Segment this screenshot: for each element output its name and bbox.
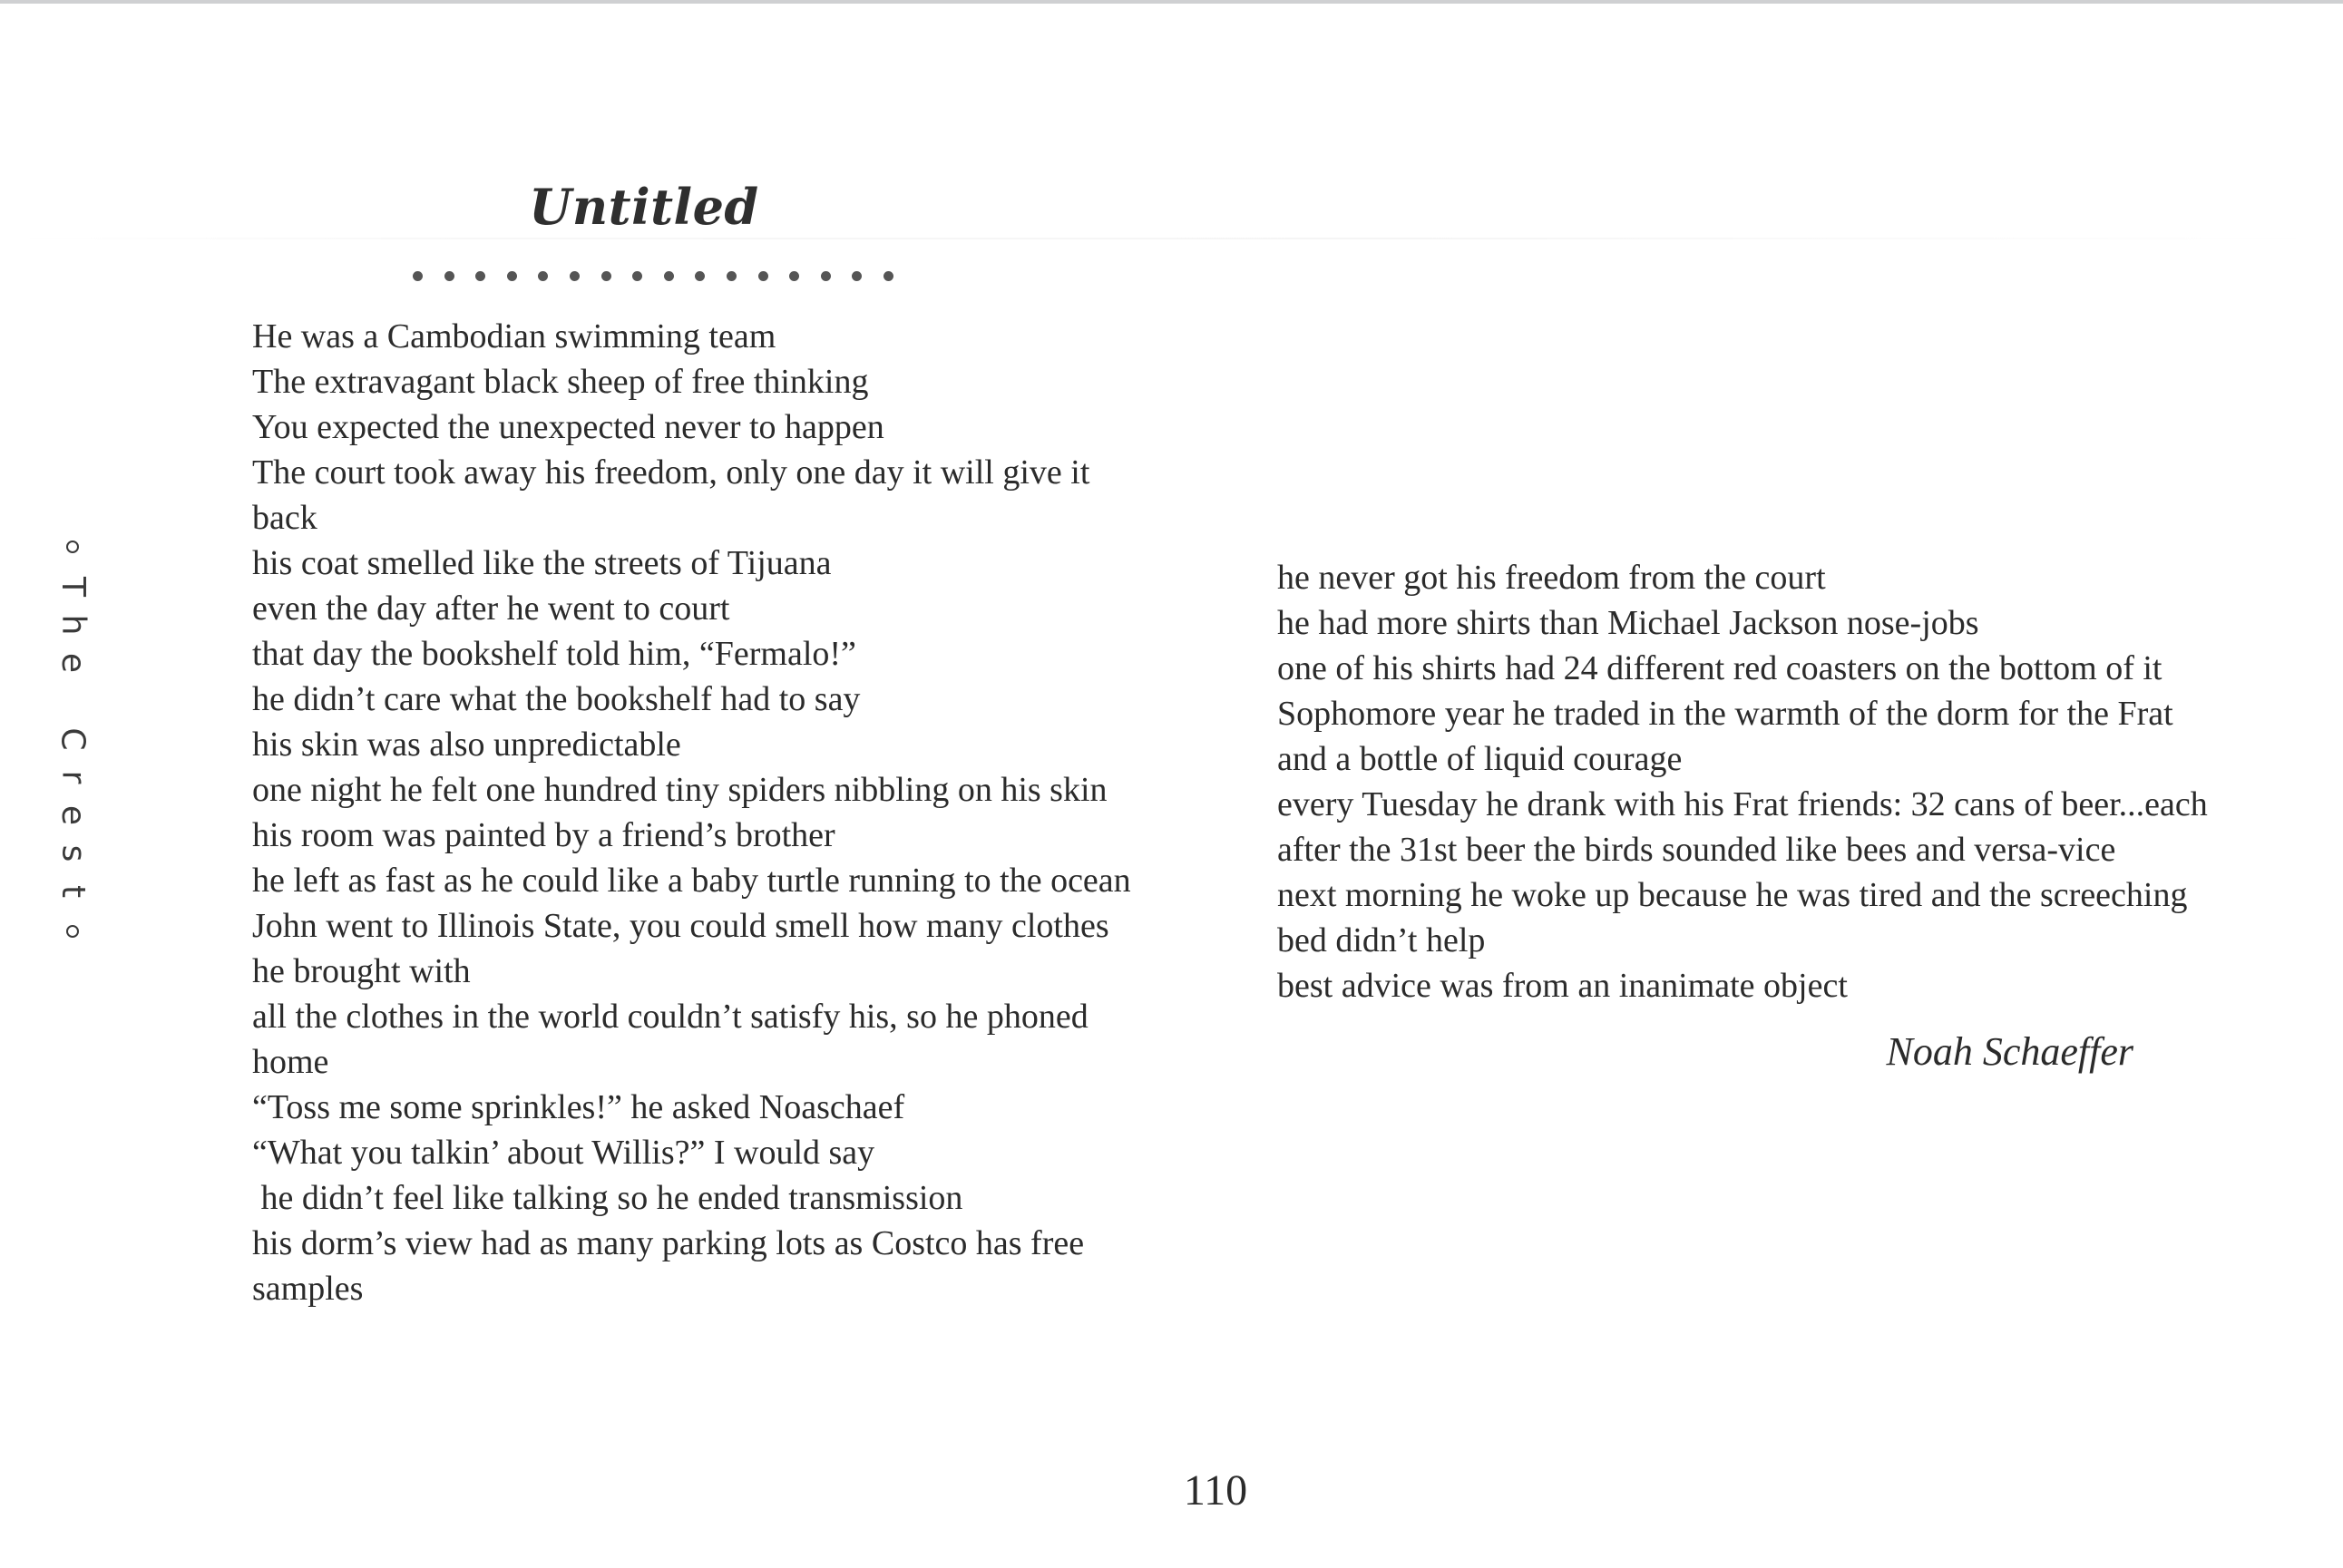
divider-dot (632, 271, 642, 281)
poem-line: he left as fast as he could like a baby turtle running to the ocean (252, 862, 1131, 900)
divider-dot (664, 271, 674, 281)
poem-line: John went to Illinois State, you could smell how many clothes (252, 907, 1109, 945)
page-number: 110 (1183, 1466, 1248, 1514)
sidebar-letter: s (54, 844, 92, 862)
divider-dot (695, 271, 705, 281)
poem-right-column (1277, 555, 2284, 1008)
top-edge-rule (0, 0, 2343, 4)
poem-line: even the day after he went to court (252, 589, 730, 628)
divider-dot (821, 271, 831, 281)
poem-line: he had more shirts than Michael Jackson nose-jobs (1277, 604, 1979, 642)
poem-line: and a bottle of liquid courage (1277, 740, 1683, 778)
poem-line: one of his shirts had 24 different red coasters on the bottom of it (1277, 649, 2162, 687)
sidebar-letter: t (54, 884, 92, 899)
title-dot-divider (413, 265, 893, 287)
divider-dot (475, 271, 485, 281)
poem-line: The extravagant black sheep of free thinking (252, 363, 869, 401)
divider-dot (852, 271, 862, 281)
sidebar-letter: r (54, 770, 92, 784)
poem-line: his coat smelled like the streets of Tijuana (252, 544, 832, 582)
poem-line: next morning he woke up because he was tired and the screeching (1277, 876, 2188, 914)
divider-dot (884, 271, 893, 281)
poem-title: Untitled (529, 178, 759, 236)
poem-line: You expected the unexpected never to happen (252, 408, 884, 446)
poem-line: his dorm’s view had as many parking lots as Costco has free (252, 1224, 1085, 1262)
sidebar-letter: e (54, 804, 92, 826)
divider-dot (601, 271, 611, 281)
poem-line: “Toss me some sprinkles!” he asked Noaschaef (252, 1088, 905, 1126)
divider-dot (727, 271, 737, 281)
poem-line: his room was painted by a friend’s brother (252, 816, 835, 854)
poem-author: Noah Schaeffer (1886, 1029, 2133, 1074)
poem-line: He was a Cambodian swimming team (252, 317, 776, 355)
sidebar-letter: C (54, 727, 92, 751)
divider-dot (538, 271, 548, 281)
publication-sidebar (54, 526, 91, 952)
sidebar-letter: h (54, 614, 92, 636)
poem-line: back (252, 499, 317, 537)
poem-line: “What you talkin’ about Willis?” I would say (252, 1134, 875, 1172)
poem-line: he didn’t care what the bookshelf had to say (252, 680, 861, 718)
poem-line: that day the bookshelf told him, “Fermalo!” (252, 635, 856, 673)
divider-dot (570, 271, 580, 281)
poem-line: best advice was from an inanimate object (1277, 967, 1848, 1005)
poem-line: home (252, 1043, 329, 1081)
divider-dot (789, 271, 799, 281)
poem-line: The court took away his freedom, only one day it will give it (252, 453, 1090, 492)
poem-line: bed didn’t help (1277, 921, 1486, 959)
faint-scan-line (0, 238, 2343, 239)
divider-dot (444, 271, 454, 281)
poem-line: he never got his freedom from the court (1277, 559, 1826, 597)
divider-dot (507, 271, 517, 281)
poem-line: he didn’t feel like talking so he ended transmission (252, 1179, 963, 1217)
poem-line: his skin was also unpredictable (252, 726, 681, 764)
sidebar-circle-top (66, 541, 79, 553)
poem-line: samples (252, 1270, 364, 1308)
sidebar-letter: e (54, 652, 92, 674)
divider-dot (758, 271, 768, 281)
poem-line: after the 31st beer the birds sounded like bees and versa-vice (1277, 831, 2116, 869)
poem-line: he brought with (252, 952, 471, 990)
divider-dot (413, 271, 423, 281)
sidebar-letter: T (54, 577, 92, 597)
sidebar-circle-bottom (66, 925, 79, 938)
poem-line: all the clothes in the world couldn’t satisfy his, so he phoned (252, 998, 1089, 1036)
poem-line: every Tuesday he drank with his Frat friends: 32 cans of beer...each (1277, 785, 2208, 823)
poem-line: Sophomore year he traded in the warmth of the dorm for the Frat (1277, 695, 2173, 733)
poem-left-column (252, 314, 1159, 1311)
poem-line: one night he felt one hundred tiny spiders nibbling on his skin (252, 771, 1108, 809)
